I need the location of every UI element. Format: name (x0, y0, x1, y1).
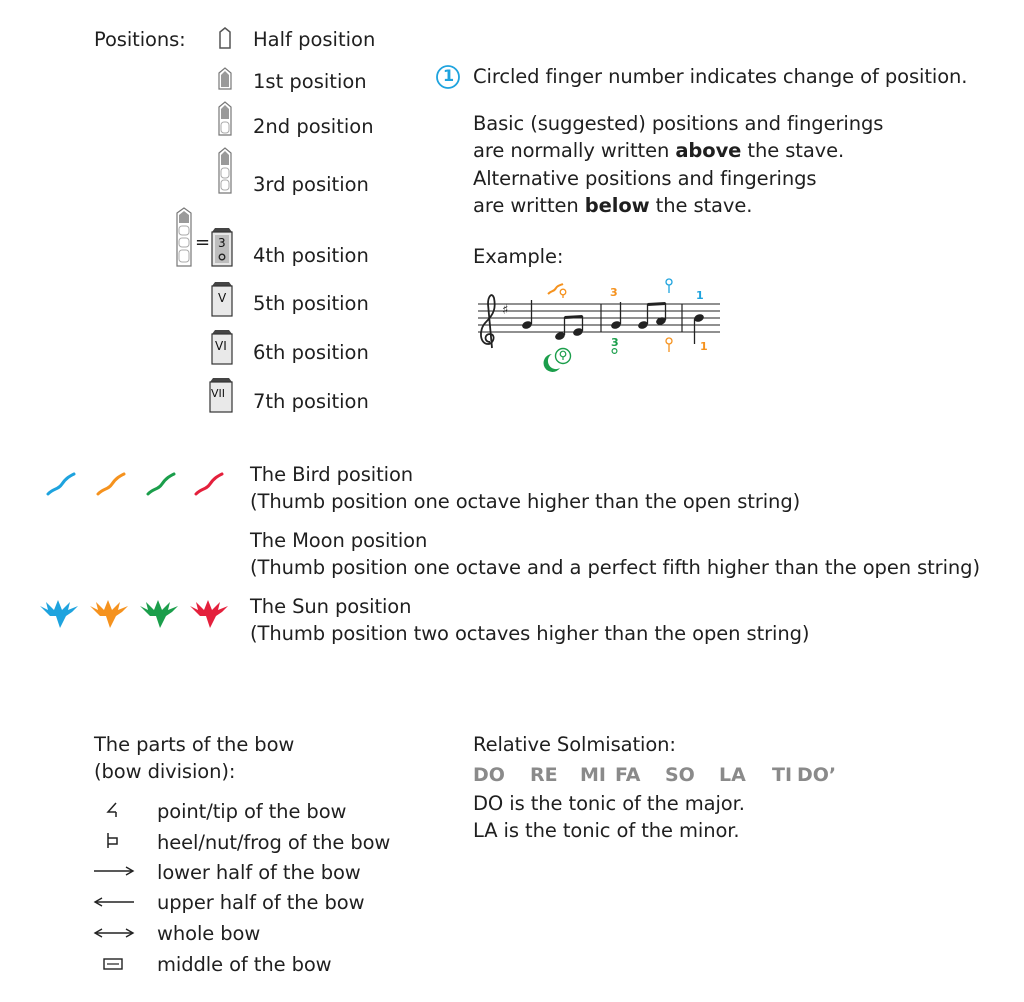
moon-desc: (Thumb position one octave and a perfect fifth higher than the open string) (250, 556, 980, 579)
arrow-right-icon (92, 864, 136, 878)
syllable-mi: MI (580, 764, 606, 786)
syllable-re: RE (530, 764, 558, 786)
sun-title: The Sun position (250, 595, 412, 618)
bow-item-upper-half: upper half of the bow (157, 891, 365, 914)
moon-icon (198, 534, 216, 564)
moon-title: The Moon position (250, 529, 428, 552)
fourth-position-tall-icon (174, 206, 194, 268)
bow-heading-2: (bow division): (94, 760, 236, 783)
sixth-position-marker: VI (215, 339, 227, 353)
circled-one-number: 1 (443, 66, 455, 85)
fingering-orange-top: 3 (610, 286, 618, 299)
heel-icon (104, 831, 120, 851)
fifth-position-marker: V (218, 291, 227, 305)
position-label-1st: 1st position (253, 70, 367, 93)
seventh-position-marker: VII (211, 387, 226, 400)
middle-icon (102, 957, 124, 971)
sun-desc: (Thumb position two octaves higher than the open string) (250, 622, 810, 645)
moon-icons-row (44, 530, 234, 568)
bird-title: The Bird position (250, 463, 414, 486)
third-position-icon (216, 146, 234, 196)
syllable-do-high: DO’ (797, 764, 837, 786)
second-position-icon (216, 100, 234, 138)
position-label-half: Half position (253, 28, 376, 51)
bow-item-middle: middle of the bow (157, 953, 332, 976)
bird-icon (148, 474, 174, 494)
position-label-2nd: 2nd position (253, 115, 374, 138)
equals-sign: = (195, 232, 211, 253)
solmisation-line-1: DO is the tonic of the major. (473, 792, 745, 815)
alt-line-2: are written below the stave. (473, 194, 753, 217)
music-example (470, 272, 730, 377)
bird-icons-row (44, 466, 234, 502)
bow-heading-1: The parts of the bow (94, 733, 295, 756)
basic-line-1: Basic (suggested) positions and fingerings (473, 112, 884, 135)
position-label-5th: 5th position (253, 292, 369, 315)
sun-icon (140, 600, 178, 628)
treble-clef-icon (481, 295, 495, 348)
bird-icon (48, 474, 74, 494)
solmisation-line-2: LA is the tonic of the minor. (473, 819, 740, 842)
bow-item-tip: point/tip of the bow (157, 800, 347, 823)
bow-item-whole: whole bow (157, 922, 261, 945)
tip-icon (104, 800, 120, 820)
sharp-icon: ♯ (502, 303, 509, 318)
fingering-blue-top: 1 (696, 289, 704, 302)
example-label: Example: (473, 245, 564, 268)
moon-icon (48, 534, 66, 564)
half-position-icon (216, 26, 234, 52)
bird-desc: (Thumb position one octave higher than the open string) (250, 490, 801, 513)
arrow-left-icon (92, 895, 136, 909)
moon-icon (148, 534, 166, 564)
syllable-so: SO (665, 764, 695, 786)
sun-icon (190, 600, 228, 628)
arrow-both-icon (92, 926, 136, 940)
fingering-green-bottom: 3 (611, 336, 619, 349)
fingering-orange-bottom: 1 (700, 340, 708, 353)
syllable-fa: FA (615, 764, 641, 786)
sun-icons-row (38, 600, 238, 632)
position-label-4th: 4th position (253, 244, 369, 267)
bow-item-lower-half: lower half of the bow (157, 861, 361, 884)
position-label-3rd: 3rd position (253, 173, 369, 196)
first-position-icon (216, 66, 234, 92)
fourth-position-marker: 3 (218, 236, 226, 250)
basic-line-2: are normally written above the stave. (473, 139, 845, 162)
syllable-do: DO (473, 764, 505, 786)
alt-line-1: Alternative positions and fingerings (473, 167, 817, 190)
sun-icon (90, 600, 128, 628)
circled-number-text: Circled finger number indicates change of position. (473, 65, 968, 88)
position-label-7th: 7th position (253, 390, 369, 413)
moon-icon (98, 534, 116, 564)
solmisation-heading: Relative Solmisation: (473, 733, 676, 756)
sun-icon (40, 600, 78, 628)
syllable-ti: TI (772, 764, 793, 786)
bird-icon (98, 474, 124, 494)
bird-icon (196, 474, 222, 494)
syllable-la: LA (719, 764, 746, 786)
positions-heading: Positions: (94, 28, 186, 51)
position-label-6th: 6th position (253, 341, 369, 364)
bow-item-heel: heel/nut/frog of the bow (157, 831, 391, 854)
